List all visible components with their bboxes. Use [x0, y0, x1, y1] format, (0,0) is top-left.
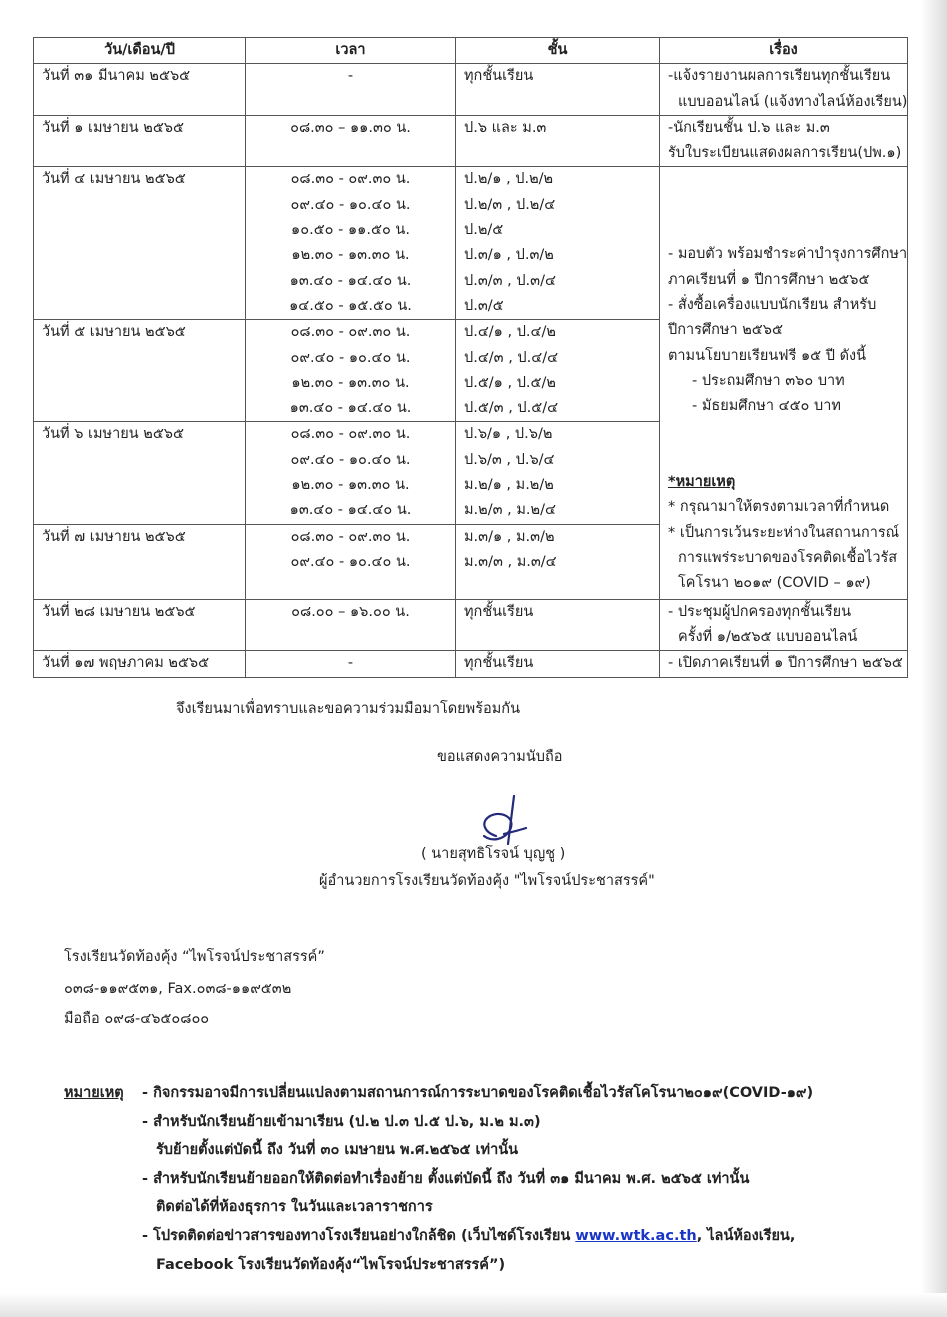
time-cell: ๐๘.๓๐ - ๐๙.๓๐ น. ๐๙.๔๐ - ๑๐.๔๐ น. — [246, 524, 456, 599]
time-cell: ๐๘.๓๐ - ๐๙.๓๐ น. ๐๙.๔๐ - ๑๐.๔๐ น. ๑๒.๓๐ - ๑๓.๓๐ น. ๑๓.๔๐ - ๑๔.๔๐ น. — [246, 320, 456, 422]
page-bottom-shadow — [0, 1293, 947, 1317]
page-edge-shadow — [921, 0, 947, 1317]
date-cell: วันที่ ๔ เมษายน ๒๕๖๕ — [34, 167, 246, 320]
class-cell: ทุกชั้นเรียน — [456, 64, 660, 116]
table-row — [34, 64, 908, 116]
time-cell: ๐๘.๓๐ - ๐๙.๓๐ น. ๐๙.๔๐ - ๑๐.๔๐ น. ๑๒.๓๐ - ๑๓.๓๐ น. ๑๓.๔๐ - ๑๔.๔๐ น. — [246, 422, 456, 524]
date-cell: วันที่ ๒๘ เมษายน ๒๕๖๕ — [34, 599, 246, 651]
table-row — [34, 651, 908, 677]
signer-title: ผู้อำนวยการโรงเรียนวัดท้องคุ้ง "ไพโรจน์ประชาสรรค์" — [319, 873, 655, 889]
table-row — [34, 599, 908, 651]
note-item: - สำหรับนักเรียนย้ายออกให้ติดต่อทำเรื่องย้าย ตั้งแต่บัดนี้ ถึง วันที่ ๓๑ มีนาคม พ.ศ. ๒๕๖๕ เท่านั้น — [142, 1171, 750, 1187]
header-row — [34, 38, 908, 64]
class-cell: ป.๖ และ ม.๓ — [456, 115, 660, 167]
class-cell: ป.๒/๑ , ป.๒/๒ ป.๒/๓ , ป.๒/๔ ป.๒/๕ ป.๓/๑ , ป.๓/๒ ป.๓/๓ , ป.๓/๔ ป.๓/๕ — [456, 167, 660, 320]
note-item: ติดต่อได้ที่ห้องธุรการ ในวันและเวลาราชการ — [156, 1199, 433, 1215]
schedule-table — [33, 37, 908, 678]
note-item: Facebook โรงเรียนวัดท้องคุ้ง“ไพโรจน์ประชาสรรค์”) — [156, 1257, 506, 1273]
date-cell: วันที่ ๕ เมษายน ๒๕๖๕ — [34, 320, 246, 422]
class-cell: ทุกชั้นเรียน — [456, 651, 660, 677]
topic-cell: -นักเรียนชั้น ป.๖ และ ม.๓ รับใบระเบียนแสดงผลการเรียน(ปพ.๑) — [660, 115, 908, 167]
note-item: รับย้ายตั้งแต่บัดนี้ ถึง วันที่ ๓๐ เมษายน พ.ศ.๒๕๖๕ เท่านั้น — [156, 1142, 519, 1158]
closing-text: จึงเรียนมาเพื่อทราบและขอความร่วมมือมาโดยพร้อมกัน — [176, 701, 520, 717]
time-cell: - — [246, 64, 456, 116]
header-topic: เรื่อง — [660, 38, 908, 64]
date-cell: วันที่ ๗ เมษายน ๒๕๖๕ — [34, 524, 246, 599]
time-cell: ๐๘.๐๐ – ๑๖.๐๐ น. — [246, 599, 456, 651]
class-cell: ทุกชั้นเรียน — [456, 599, 660, 651]
date-cell: วันที่ ๑๗ พฤษภาคม ๒๕๖๕ — [34, 651, 246, 677]
notes-label: หมายเหตุ — [64, 1085, 124, 1101]
time-cell: - — [246, 651, 456, 677]
table-row — [34, 167, 908, 320]
contact-school: โรงเรียนวัดท้องคุ้ง “ไพโรจน์ประชาสรรค์” — [64, 949, 325, 965]
signer-name: ( นายสุทธิโรจน์ บุญชู ) — [421, 846, 566, 862]
header-time: เวลา — [246, 38, 456, 64]
note-item: - กิจกรรมอาจมีการเปลี่ยนแปลงตามสถานการณ์การระบาดของโรคติดเชื้อไวรัสโคโรนา๒๐๑๙(COVID-๑๙) — [142, 1085, 814, 1101]
date-cell: วันที่ ๑ เมษายน ๒๕๖๕ — [34, 115, 246, 167]
class-cell: ม.๓/๑ , ม.๓/๒ ม.๓/๓ , ม.๓/๔ — [456, 524, 660, 599]
class-cell: ป.๖/๑ , ป.๖/๒ ป.๖/๓ , ป.๖/๔ ม.๒/๑ , ม.๒/๒ ม.๒/๓ , ม.๒/๔ — [456, 422, 660, 524]
topic-merged-cell: - มอบตัว พร้อมชำระค่าบำรุงการศึกษา ภาคเรียนที่ ๑ ปีการศึกษา ๒๕๖๕ - สั่งซื้อเครื่องแบบนักเรียน สำหรับ ปีการศึกษา ๒๕๖๕ ตามนโยบายเรียนฟรี ๑๕ ปี ดังนี้ - ประถมศึกษา ๓๖๐ บาท - มัธยมศึกษา ๔๕๐ บาท *หมายเหตุ * กรุณามาให้ตรงตามเวลาที่กำหนด * เป็นการเว้นระยะห่างในสถานการณ์ การแพร่ระบาดของโรคติดเชื้อไวรัส โคโรนา ๒๐๑๙ (COVID – ๑๙) — [660, 167, 908, 599]
topic-cell: -แจ้งรายงานผลการเรียนทุกชั้นเรียน แบบออนไลน์ (แจ้งทางไลน์ห้องเรียน) — [660, 64, 908, 116]
topic-note-label: *หมายเหตุ — [668, 474, 736, 491]
table-row — [34, 115, 908, 167]
note-item: - สำหรับนักเรียนย้ายเข้ามาเรียน (ป.๒ ป.๓ ป.๕ ป.๖, ม.๒ ม.๓) — [142, 1114, 541, 1130]
website-link[interactable]: www.wtk.ac.th — [575, 1228, 697, 1244]
contact-mobile: มือถือ ๐๙๘-๔๖๕๐๘๐๐ — [64, 1011, 210, 1027]
class-cell: ป.๔/๑ , ป.๔/๒ ป.๔/๓ , ป.๔/๔ ป.๕/๑ , ป.๕/๒ ป.๕/๓ , ป.๕/๔ — [456, 320, 660, 422]
date-cell: วันที่ ๓๑ มีนาคม ๒๕๖๕ — [34, 64, 246, 116]
date-cell: วันที่ ๖ เมษายน ๒๕๖๕ — [34, 422, 246, 524]
topic-cell: - ประชุมผู้ปกครองทุกชั้นเรียน ครั้งที่ ๑/๒๕๖๕ แบบออนไลน์ — [660, 599, 908, 651]
regards-text: ขอแสดงความนับถือ — [437, 749, 563, 765]
contact-phone-fax: ๐๓๘-๑๑๙๕๓๑, Fax.๐๓๘-๑๑๙๕๓๒ — [64, 981, 292, 997]
time-cell: ๐๘.๓๐ - ๐๙.๓๐ น. ๐๙.๔๐ - ๑๐.๔๐ น. ๑๐.๕๐ - ๑๑.๕๐ น. ๑๒.๓๐ - ๑๓.๓๐ น. ๑๓.๔๐ - ๑๔.๔๐ น. ๑๔.๕๐ - ๑๕.๕๐ น. — [246, 167, 456, 320]
note-item: - โปรดติดต่อข่าวสารของทางโรงเรียนอย่างใกล้ชิด (เว็บไซด์โรงเรียน www.wtk.ac.th, ไลน์ห้องเรียน, — [142, 1228, 796, 1244]
time-cell: ๐๘.๓๐ – ๑๑.๓๐ น. — [246, 115, 456, 167]
header-class: ชั้น — [456, 38, 660, 64]
header-date: วัน/เดือน/ปี — [34, 38, 246, 64]
topic-cell: - เปิดภาคเรียนที่ ๑ ปีการศึกษา ๒๕๖๕ — [660, 651, 908, 677]
